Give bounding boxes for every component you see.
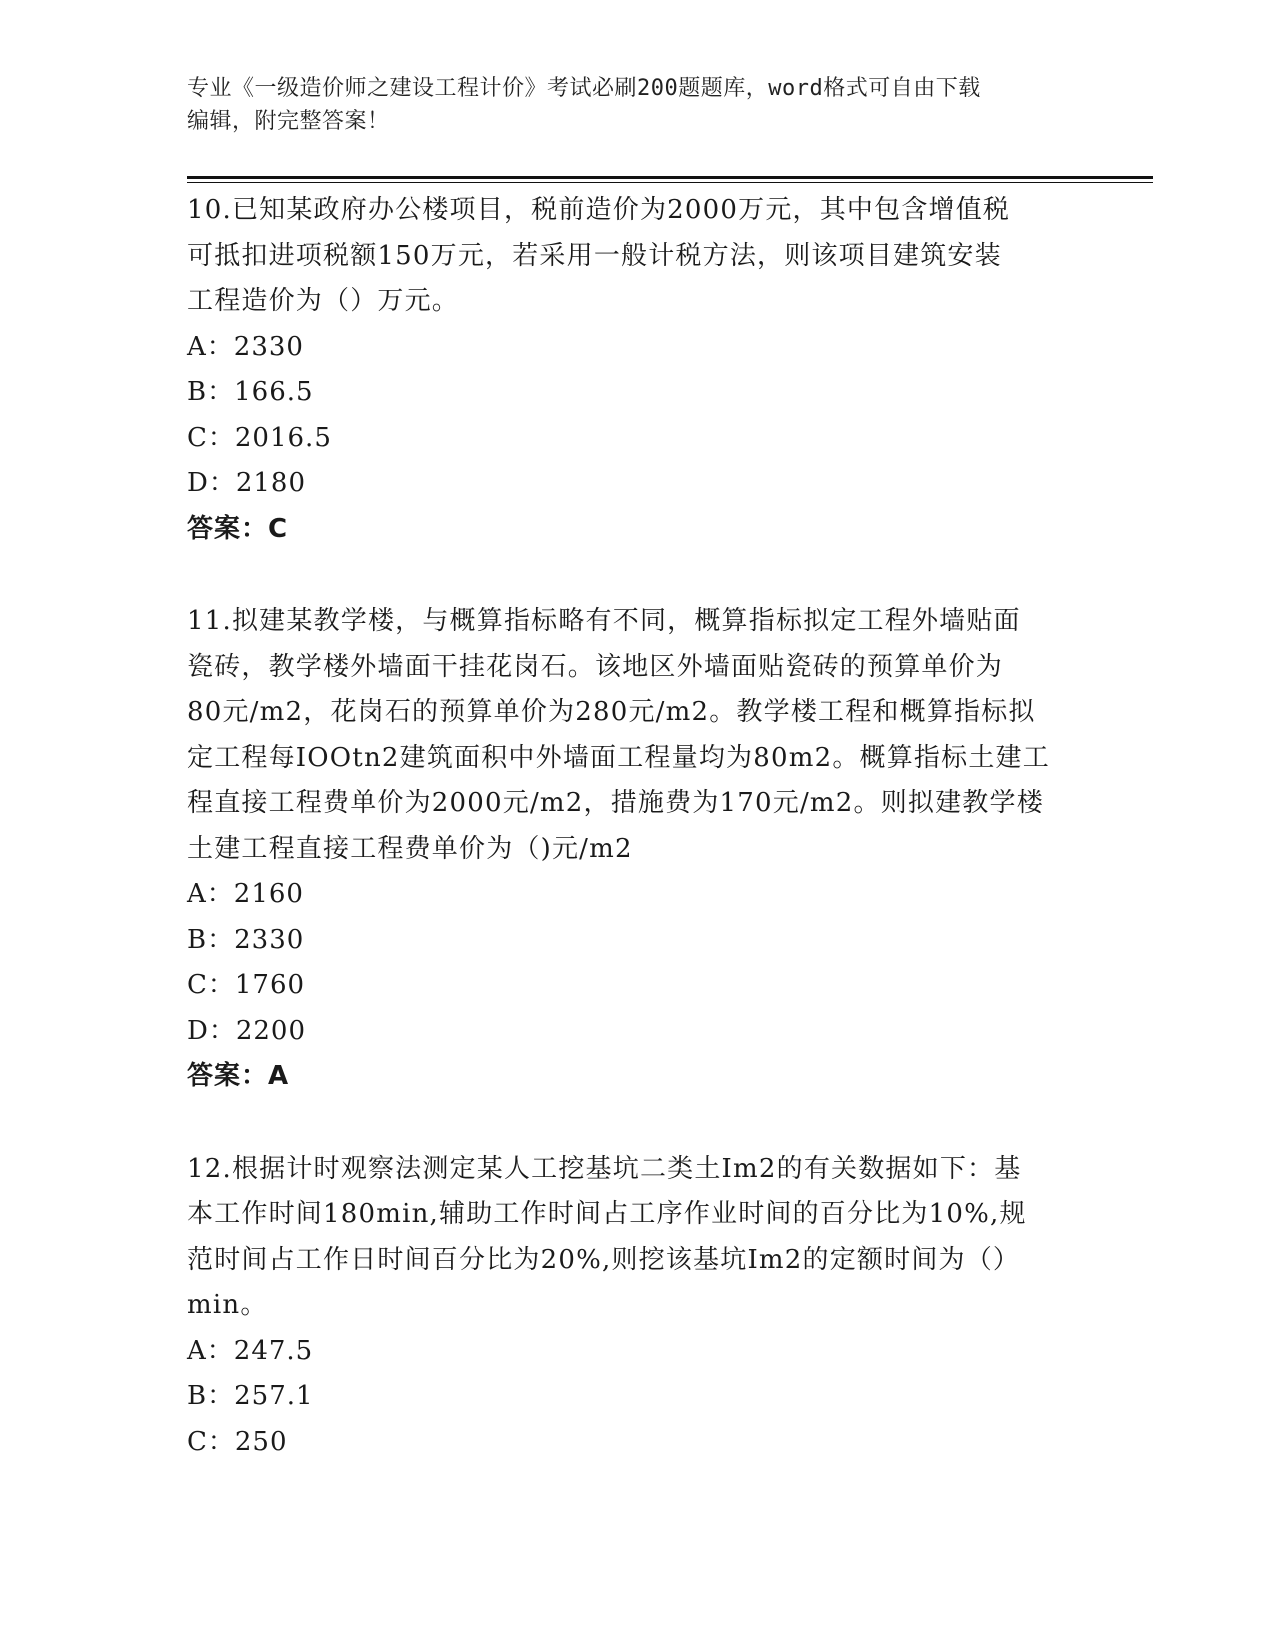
header-line-2: 编辑，附完整答案！ (187, 109, 390, 134)
question-stem-line: min。 (187, 1290, 268, 1320)
question-stem-line: 范时间占工作日时间百分比为20%,则挖该基坑Im2的定额时间为（） (187, 1244, 1021, 1275)
question-10 (187, 188, 1087, 552)
header-line-1: 专业《一级造价师之建设工程计价》考试必刷200题题库，word格式可自由下载 (187, 76, 981, 101)
option-d: D：2180 (187, 468, 307, 498)
question-stem-line: 土建工程直接工程费单价为（)元/m2 (187, 833, 633, 864)
question-stem-line: 瓷砖，教学楼外墙面干挂花岗石。该地区外墙面贴瓷砖的预算单价为 (187, 651, 1004, 682)
answer-line: 答案：A (187, 1061, 290, 1091)
option-d: D：2200 (187, 1015, 307, 1046)
question-stem-line: 本工作时间180min,辅助工作时间占工序作业时间的百分比为10%,规 (187, 1199, 1027, 1229)
document-header (187, 72, 1067, 138)
question-stem-line: 工程造价为（）万元。 (187, 286, 460, 316)
question-stem-line: 12.根据计时观察法测定某人工挖基坑二类土Im2的有关数据如下：基 (187, 1153, 1022, 1184)
option-a: A：2160 (187, 879, 304, 909)
question-stem-line: 定工程每IOOtn2建筑面积中外墙面工程量均为80m2。概算指标土建工 (187, 742, 1050, 773)
question-12 (187, 1147, 1087, 1466)
option-a: A：247.5 (187, 1335, 314, 1366)
question-stem-line: 80元/m2，花岗石的预算单价为280元/m2。教学楼工程和概算指标拟 (187, 697, 1036, 727)
option-c: C：250 (187, 1426, 288, 1457)
header-divider-thick (187, 176, 1153, 179)
question-stem-line: 可抵扣进项税额150万元，若采用一般计税方法，则该项目建筑安装 (187, 240, 1002, 271)
question-stem-line: 程直接工程费单价为2000元/m2，措施费为170元/m2。则拟建教学楼 (187, 788, 1044, 818)
question-stem-line: 11.拟建某教学楼，与概算指标略有不同，概算指标拟定工程外墙贴面 (187, 606, 1021, 636)
option-c: C：2016.5 (187, 422, 332, 453)
question-11 (187, 599, 1087, 1100)
answer-line: 答案：C (187, 513, 289, 544)
option-a: A：2330 (187, 331, 304, 362)
option-b: B：166.5 (187, 377, 314, 407)
question-list (187, 188, 1087, 1512)
option-b: B：2330 (187, 924, 305, 955)
option-c: C：1760 (187, 970, 306, 1000)
header-divider-thin (187, 182, 1153, 183)
question-stem-line: 10.已知某政府办公楼项目，税前造价为2000万元，其中包含增值税 (187, 195, 1011, 225)
option-b: B：257.1 (187, 1381, 314, 1411)
